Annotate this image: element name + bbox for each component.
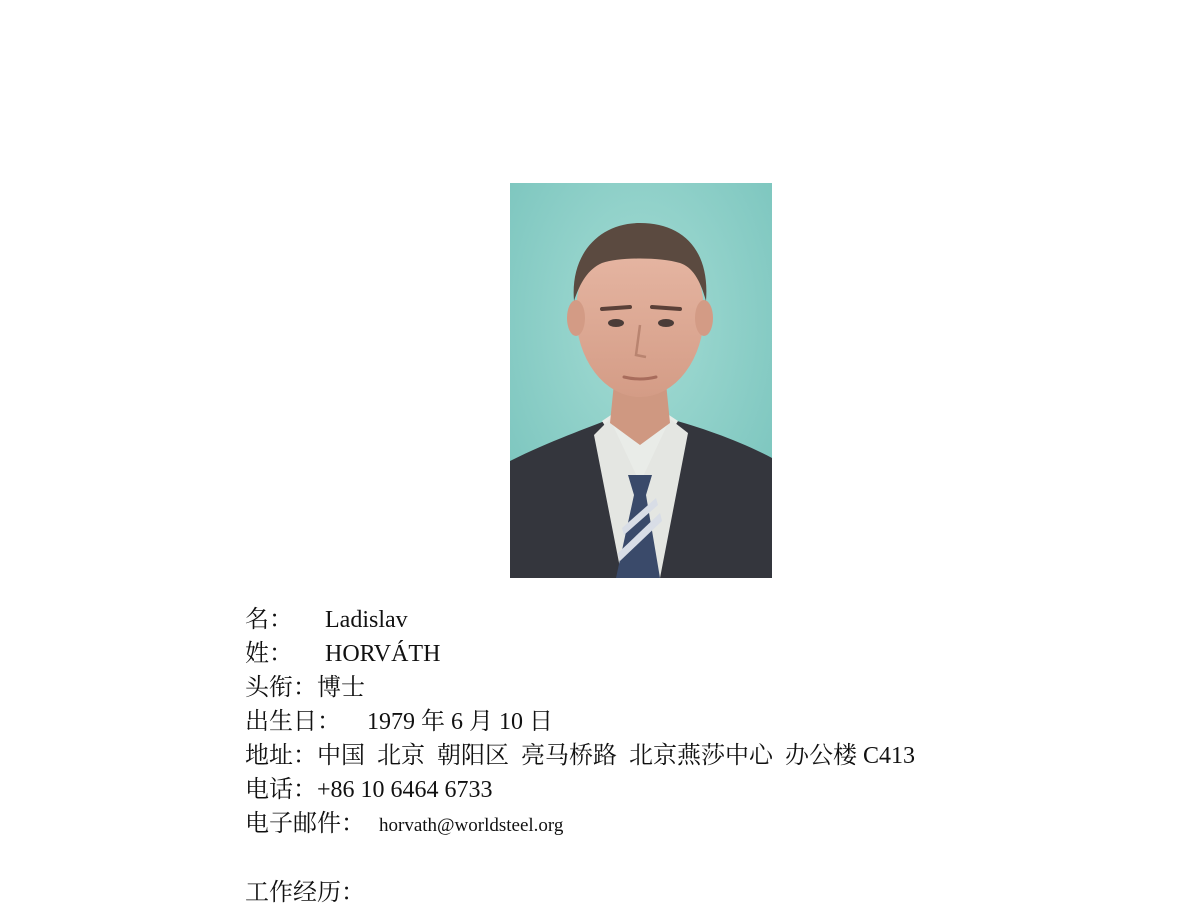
work-heading-row	[245, 876, 1005, 910]
email-value: horvath@worldsteel.org	[379, 815, 564, 836]
address-label: 地址：	[245, 743, 317, 769]
email-row	[245, 807, 1005, 841]
title-value: 博士	[317, 675, 365, 701]
birth-value: 1979 年 6 月 10 日	[367, 709, 553, 735]
address-row	[245, 739, 1005, 773]
first-name-label: 名：	[245, 607, 293, 633]
last-name-row	[245, 637, 1005, 671]
title-label: 头衔：	[245, 675, 317, 701]
phone-label: 电话：	[245, 777, 317, 803]
phone-row	[245, 773, 1005, 807]
last-name-label: 姓：	[245, 641, 293, 667]
first-name-value: Ladislav	[325, 607, 408, 633]
profile-photo	[510, 183, 772, 578]
birth-label: 出生日：	[245, 709, 341, 735]
personal-info	[245, 603, 1005, 910]
phone-value: +86 10 6464 6733	[317, 777, 493, 803]
work-experience-label: 工作经历：	[245, 880, 365, 906]
last-name-value: HORVÁTH	[325, 641, 441, 667]
spacer	[245, 841, 1005, 876]
first-name-row	[245, 603, 1005, 637]
address-value: 中国 北京 朝阳区 亮马桥路 北京燕莎中心 办公楼 C413	[317, 743, 916, 769]
title-row	[245, 671, 1005, 705]
birth-row	[245, 705, 1005, 739]
email-label: 电子邮件：	[245, 811, 365, 837]
